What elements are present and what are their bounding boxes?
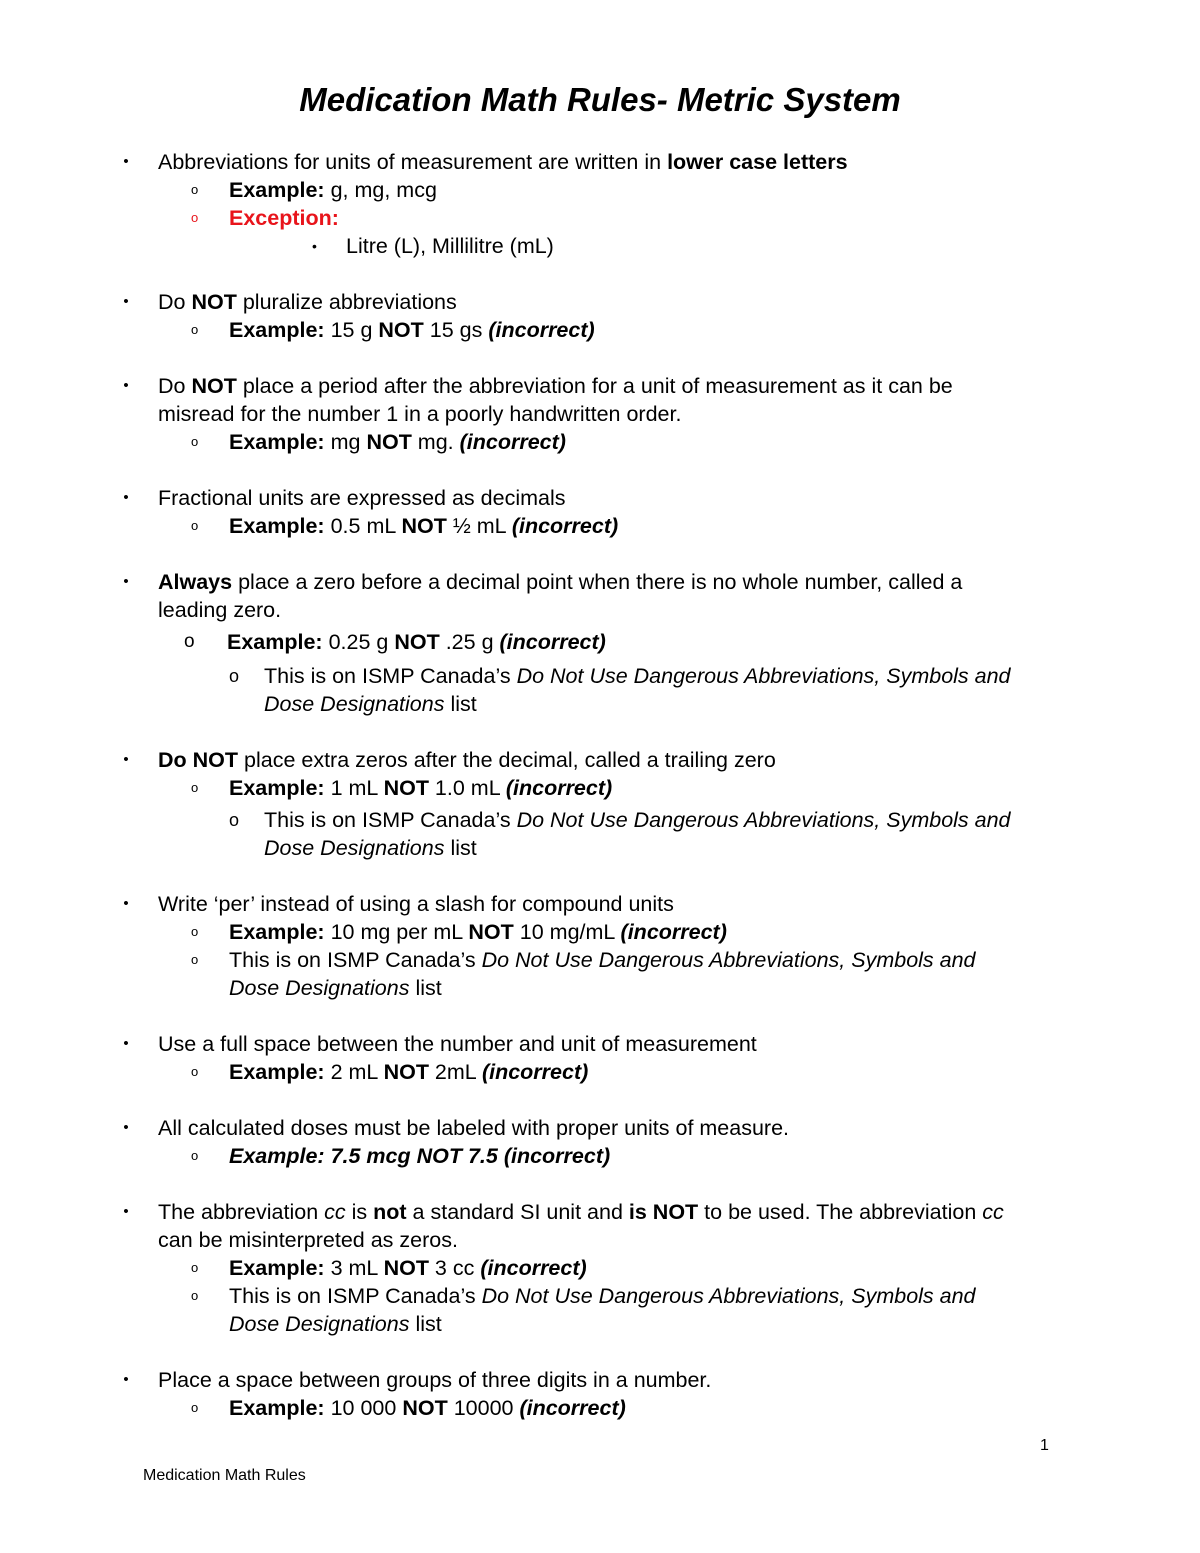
rule-text: Use a full space between the number and unit of measurement — [158, 1032, 757, 1056]
ismp-note: This is on ISMP Canada’s Do Not Use Dangerous Abbreviations, Symbols and — [229, 1284, 976, 1308]
rule-per — [0, 890, 1200, 1002]
rule-text: Do NOT place a period after the abbreviation for a unit of measurement as it can be — [158, 374, 953, 398]
sub-bullet: o — [191, 322, 199, 337]
ismp-note-continued: Dose Designations list — [264, 692, 477, 716]
page-number: 1 — [1040, 1437, 1049, 1454]
sub-bullet: o — [191, 1260, 199, 1275]
bullet: • — [123, 895, 129, 912]
sub-bullet: o — [191, 780, 199, 795]
bullet: • — [123, 573, 129, 590]
sub-bullet: o — [191, 210, 199, 225]
bullet: • — [123, 1203, 129, 1220]
rule-text-continued: can be misinterpreted as zeros. — [158, 1228, 458, 1252]
rule-trailing-zero — [0, 746, 1200, 862]
rule-decimals — [0, 484, 1200, 540]
sub-sub-bullet: o — [229, 666, 240, 686]
rule-no-period — [0, 372, 1200, 456]
sub-sub-bullet: • — [312, 238, 317, 254]
ismp-note-continued: Dose Designations list — [229, 1312, 442, 1336]
sub-bullet: o — [191, 1064, 199, 1079]
rule-text: Fractional units are expressed as decimals — [158, 486, 566, 510]
ismp-note: This is on ISMP Canada’s Do Not Use Dangerous Abbreviations, Symbols and — [264, 664, 1011, 688]
rule-full-space — [0, 1030, 1200, 1086]
bullet: • — [123, 1119, 129, 1136]
rule-labeled-doses — [0, 1114, 1200, 1170]
sub-bullet: o — [191, 518, 199, 533]
rule-no-cc — [0, 1198, 1200, 1338]
example-text: Example: 0.5 mL NOT ½ mL (incorrect) — [229, 514, 619, 538]
example-text: Example: 15 g NOT 15 gs (incorrect) — [229, 318, 595, 342]
rule-digit-groups — [0, 1366, 1200, 1422]
exception-text: Litre (L), Millilitre (mL) — [346, 234, 554, 258]
rule-no-plural — [0, 288, 1200, 344]
rule-text: All calculated doses must be labeled with proper units of measure. — [158, 1116, 790, 1140]
rule-text: The abbreviation cc is not a standard SI unit and is NOT to be used. The abbreviation cc — [158, 1200, 1004, 1224]
rule-lowercase — [0, 148, 1200, 260]
sub-bullet: o — [191, 182, 199, 197]
sub-bullet: o — [191, 1400, 199, 1415]
page-title: Medication Math Rules- Metric System — [299, 81, 901, 118]
sub-sub-bullet: o — [229, 810, 240, 830]
bullet: • — [123, 751, 129, 768]
footer-text: Medication Math Rules — [143, 1467, 306, 1484]
rule-text: Write ‘per’ instead of using a slash for compound units — [158, 892, 674, 916]
example-text: Example: 7.5 mcg NOT 7.5 (incorrect) — [229, 1144, 611, 1168]
rule-text-continued: leading zero. — [158, 598, 282, 622]
ismp-note-continued: Dose Designations list — [229, 976, 442, 1000]
bullet: • — [123, 153, 129, 170]
example-text: Example: 1 mL NOT 1.0 mL (incorrect) — [229, 776, 613, 800]
sub-bullet: o — [191, 924, 199, 939]
sub-bullet: o — [191, 952, 199, 967]
example-text: Example: mg NOT mg. (incorrect) — [229, 430, 566, 454]
rule-text: Place a space between groups of three digits in a number. — [158, 1368, 712, 1392]
sub-bullet: o — [184, 631, 195, 652]
sub-bullet: o — [191, 1288, 199, 1303]
rule-text: Do NOT pluralize abbreviations — [158, 290, 457, 314]
example-text: Example: 10 000 NOT 10000 (incorrect) — [229, 1396, 626, 1420]
ismp-note-continued: Dose Designations list — [264, 836, 477, 860]
rule-text: Abbreviations for units of measurement are written in lower case letters — [158, 150, 848, 174]
bullet: • — [123, 293, 129, 310]
sub-bullet: o — [191, 434, 199, 449]
bullet: • — [123, 1035, 129, 1052]
ismp-note: This is on ISMP Canada’s Do Not Use Dangerous Abbreviations, Symbols and — [264, 808, 1011, 832]
rule-text: Always place a zero before a decimal point when there is no whole number, called a — [158, 570, 963, 594]
rule-text-continued: misread for the number 1 in a poorly handwritten order. — [158, 402, 682, 426]
example-text: Example: 3 mL NOT 3 cc (incorrect) — [229, 1256, 587, 1280]
example-text: Example: 10 mg per mL NOT 10 mg/mL (incorrect) — [229, 920, 727, 944]
example-text: Example: 0.25 g NOT .25 g (incorrect) — [227, 630, 606, 654]
example-text: Example: 2 mL NOT 2mL (incorrect) — [229, 1060, 589, 1084]
bullet: • — [123, 1371, 129, 1388]
sub-bullet: o — [191, 1148, 199, 1163]
example-text: Example: g, mg, mcg — [229, 178, 437, 202]
exception-label: Exception: — [229, 206, 339, 230]
bullet: • — [123, 489, 129, 506]
rules-list — [0, 148, 1200, 1450]
bullet: • — [123, 377, 129, 394]
rule-text: Do NOT place extra zeros after the decimal, called a trailing zero — [158, 748, 776, 772]
rule-leading-zero — [0, 568, 1200, 718]
ismp-note: This is on ISMP Canada’s Do Not Use Dangerous Abbreviations, Symbols and — [229, 948, 976, 972]
